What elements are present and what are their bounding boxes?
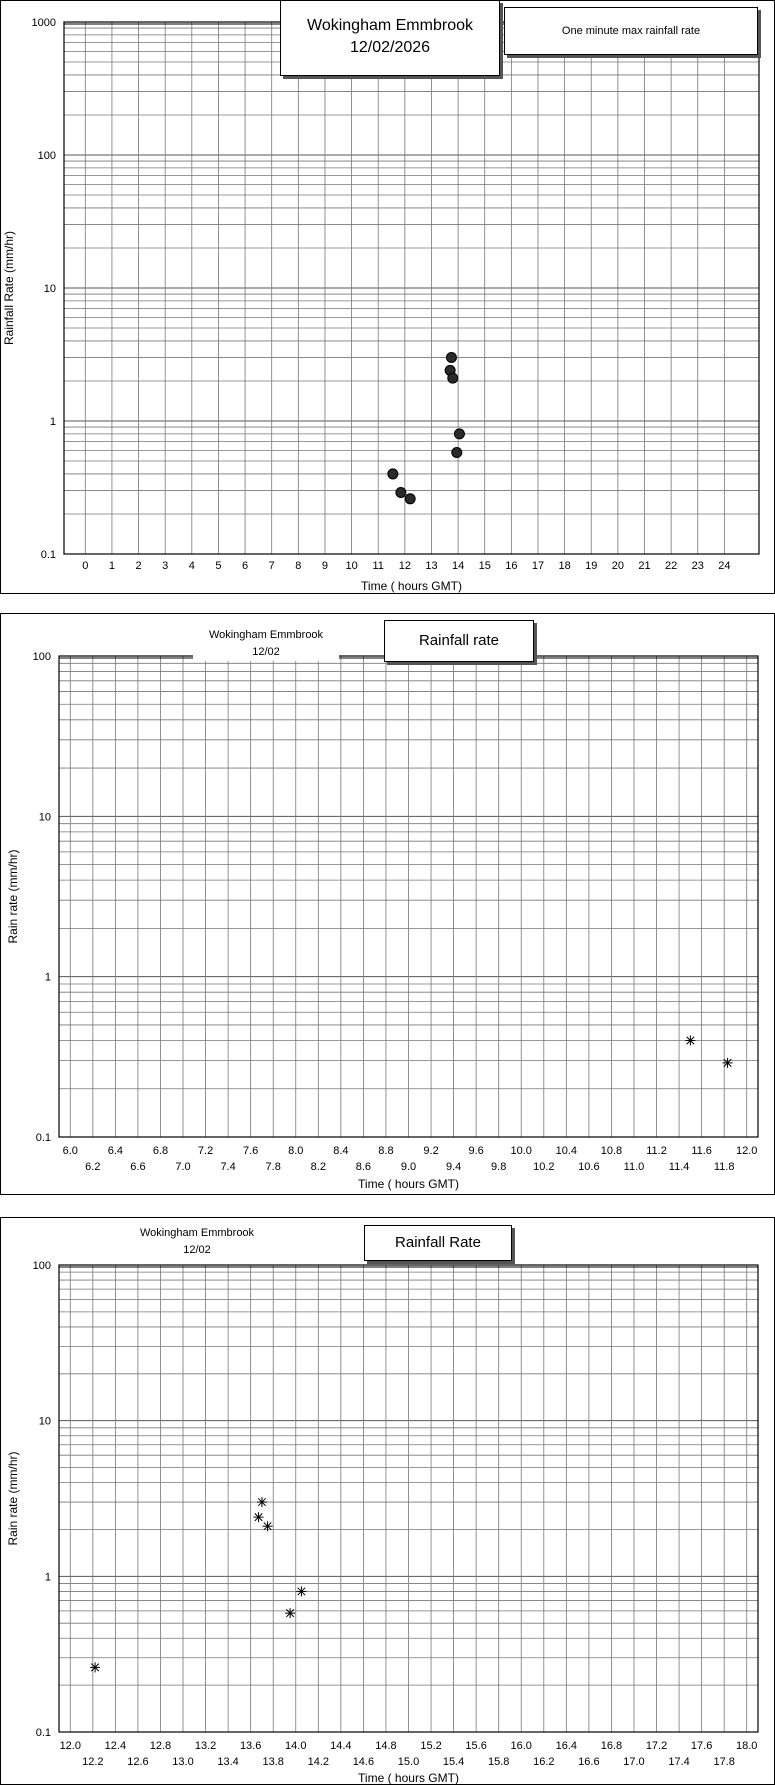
x-tick-label: 17.6: [690, 1740, 713, 1752]
x-tick-label: 3: [162, 560, 169, 572]
x-tick-label: 13: [425, 560, 438, 572]
x-tick-label: 11.8: [713, 1161, 735, 1173]
x-tick-label: 15.6: [465, 1740, 487, 1752]
x-tick-label: 24: [718, 560, 731, 572]
x-tick-label: 8.4: [333, 1145, 349, 1157]
x-tick-label: 12.2: [82, 1756, 104, 1768]
y-tick-label: 10: [38, 811, 51, 824]
x-tick-label: 11.0: [623, 1161, 645, 1173]
data-point: [257, 1497, 267, 1507]
data-point: [90, 1662, 100, 1672]
data-points: [90, 1497, 306, 1672]
data-point: [285, 1608, 295, 1618]
x-tick-label: 6.8: [152, 1145, 169, 1157]
station-caption: [119, 1225, 275, 1259]
x-tick-label: 19: [585, 560, 598, 572]
data-point: [723, 1058, 733, 1068]
x-axis-label: Time ( hours GMT): [358, 1771, 459, 1784]
y-tick-label: 100: [37, 150, 56, 162]
x-tick-label: 14.8: [375, 1740, 397, 1752]
x-tick-label: 13.6: [239, 1740, 262, 1752]
x-tick-label: 8.8: [378, 1145, 394, 1157]
x-tick-label: 14.0: [285, 1740, 307, 1752]
station-date: 12/02: [183, 1244, 211, 1256]
station-caption: [193, 627, 339, 661]
chart-panel-afternoon: [0, 1217, 775, 1785]
x-tick-label: 23: [691, 560, 704, 572]
y-axis-label: Rain rate (mm/hr): [6, 849, 20, 944]
legend-box: [504, 7, 758, 55]
x-tick-label: 11.6: [691, 1145, 712, 1157]
x-tick-label: 17.0: [623, 1756, 645, 1768]
chart-title: Rainfall rate: [418, 632, 500, 649]
x-tick-label: 16: [505, 560, 518, 572]
x-tick-label: 11: [372, 560, 384, 572]
x-tick-label: 15.8: [487, 1756, 510, 1768]
x-tick-label: 21: [638, 560, 651, 572]
station-date: 12/02: [252, 646, 280, 658]
y-axis-label: Rainfall Rate (mm/hr): [2, 230, 16, 346]
chart-title: Wokingham Emmbrook: [307, 17, 473, 34]
y-tick-label: 100: [32, 1260, 51, 1272]
x-tick-label: 10.6: [578, 1161, 600, 1173]
y-tick-label: 10: [43, 283, 56, 295]
x-tick-label: 12.6: [127, 1756, 149, 1768]
x-tick-label: 14.4: [330, 1740, 352, 1752]
y-tick-label: 100: [32, 651, 51, 663]
x-tick-label: 16.0: [510, 1740, 532, 1752]
x-tick-label: 7.6: [243, 1145, 259, 1157]
x-tick-label: 12: [398, 560, 411, 572]
x-tick-label: 14: [451, 560, 465, 572]
x-tick-label: 11.4: [668, 1161, 690, 1173]
x-tick-label: 11.2: [646, 1145, 667, 1157]
x-tick-label: 14.6: [352, 1756, 375, 1768]
chart-title-box: [364, 1225, 512, 1261]
x-tick-label: 17.2: [645, 1740, 668, 1752]
chart-date: 12/02/2026: [349, 39, 431, 56]
x-tick-label: 15.0: [397, 1756, 420, 1768]
x-tick-label: 1: [108, 560, 115, 572]
y-tick-label: 0.1: [35, 1727, 51, 1739]
x-tick-label: 9.4: [445, 1161, 462, 1173]
x-tick-label: 7: [268, 560, 275, 572]
y-tick-label: 0.1: [40, 549, 56, 561]
x-tick-label: 9.6: [468, 1145, 484, 1157]
x-tick-label: 18: [558, 560, 571, 572]
x-tick-label: 12.0: [59, 1740, 81, 1752]
x-tick-label: 7.8: [265, 1161, 281, 1173]
data-point: [685, 1035, 695, 1045]
x-tick-label: 16.4: [555, 1740, 578, 1752]
data-point: [446, 353, 456, 363]
x-tick-label: 13.8: [262, 1756, 284, 1768]
x-tick-label: 16.6: [578, 1756, 600, 1768]
x-tick-label: 10.4: [555, 1145, 578, 1157]
x-tick-label: 9.2: [423, 1145, 439, 1157]
station-name: Wokingham Emmbrook: [208, 629, 324, 641]
data-points: [388, 353, 465, 504]
x-tick-label: 9: [321, 560, 329, 572]
data-point: [263, 1521, 273, 1531]
x-tick-label: 20: [611, 560, 624, 572]
data-point: [396, 488, 406, 498]
x-tick-label: 9.0: [400, 1161, 417, 1173]
x-tick-label: 10.0: [510, 1145, 532, 1157]
chart-panel-morning: [0, 613, 775, 1195]
x-tick-label: 4: [188, 560, 195, 572]
x-tick-label: 7.4: [220, 1161, 236, 1173]
x-tick-label: 5: [215, 560, 222, 572]
x-tick-label: 18.0: [736, 1740, 758, 1752]
x-tick-label: 13.2: [194, 1740, 217, 1752]
y-tick-label: 1: [49, 416, 56, 428]
chart-title-box: [280, 0, 500, 76]
x-tick-label: 15.2: [420, 1740, 442, 1752]
data-point: [448, 373, 458, 383]
x-tick-label: 12.4: [104, 1740, 127, 1752]
x-axis-label: Time ( hours GMT): [361, 579, 462, 593]
data-point: [296, 1586, 306, 1596]
x-tick-label: 13.4: [217, 1756, 239, 1768]
x-tick-label: 12.8: [149, 1740, 172, 1752]
chart-daily-plot: [1, 1, 774, 593]
x-axis-label: Time ( hours GMT): [358, 1177, 459, 1191]
grid: [59, 656, 758, 1137]
y-tick-label: 1000: [31, 17, 56, 29]
data-point: [388, 469, 398, 479]
x-tick-label: 10.8: [600, 1145, 623, 1157]
x-tick-label: 6.6: [130, 1161, 146, 1173]
x-tick-label: 15: [478, 560, 491, 572]
y-tick-label: 1: [44, 971, 51, 984]
y-tick-label: 1: [44, 1571, 51, 1584]
chart-title-box: [384, 620, 534, 662]
grid: [64, 22, 759, 554]
x-tick-label: 0: [82, 560, 89, 572]
x-tick-label: 16.8: [600, 1740, 623, 1752]
x-tick-label: 16.2: [533, 1756, 555, 1768]
chart-afternoon-plot: [1, 1218, 774, 1784]
data-point: [452, 447, 462, 457]
x-tick-label: 17.4: [668, 1756, 690, 1768]
chart-panel-daily: [0, 0, 775, 594]
x-tick-label: 13.0: [172, 1756, 194, 1768]
data-point: [454, 429, 464, 439]
x-tick-label: 7.2: [197, 1145, 214, 1157]
station-name: Wokingham Emmbrook: [139, 1227, 255, 1239]
x-tick-label: 6: [242, 560, 249, 572]
x-tick-label: 8: [295, 560, 302, 572]
x-tick-label: 6.2: [85, 1161, 101, 1173]
x-tick-label: 8.6: [355, 1161, 372, 1173]
x-tick-label: 6.0: [62, 1145, 78, 1157]
chart-morning-plot: [1, 614, 774, 1194]
x-tick-label: 2: [135, 560, 142, 572]
x-tick-label: 12.0: [736, 1145, 758, 1157]
y-tick-label: 10: [38, 1415, 51, 1428]
x-tick-label: 22: [665, 560, 678, 572]
x-tick-label: 14.2: [307, 1756, 330, 1768]
x-tick-label: 8.2: [310, 1161, 326, 1173]
x-tick-label: 8.0: [288, 1145, 304, 1157]
x-tick-label: 17: [531, 560, 545, 572]
data-point: [254, 1512, 264, 1522]
x-tick-label: 17.8: [713, 1756, 735, 1768]
y-axis-label: Rain rate (mm/hr): [6, 1451, 20, 1546]
data-point: [405, 494, 415, 504]
x-tick-label: 9.8: [491, 1161, 507, 1173]
chart-title: Rainfall Rate: [395, 1234, 481, 1251]
legend-label: One minute max rainfall rate: [561, 25, 701, 37]
x-tick-label: 6.4: [107, 1145, 124, 1157]
x-tick-label: 7.0: [175, 1161, 191, 1173]
grid: [59, 1265, 758, 1732]
y-tick-label: 0.1: [35, 1132, 51, 1144]
x-tick-label: 10: [345, 560, 358, 572]
x-tick-label: 15.4: [442, 1756, 465, 1768]
x-tick-label: 10.2: [533, 1161, 555, 1173]
